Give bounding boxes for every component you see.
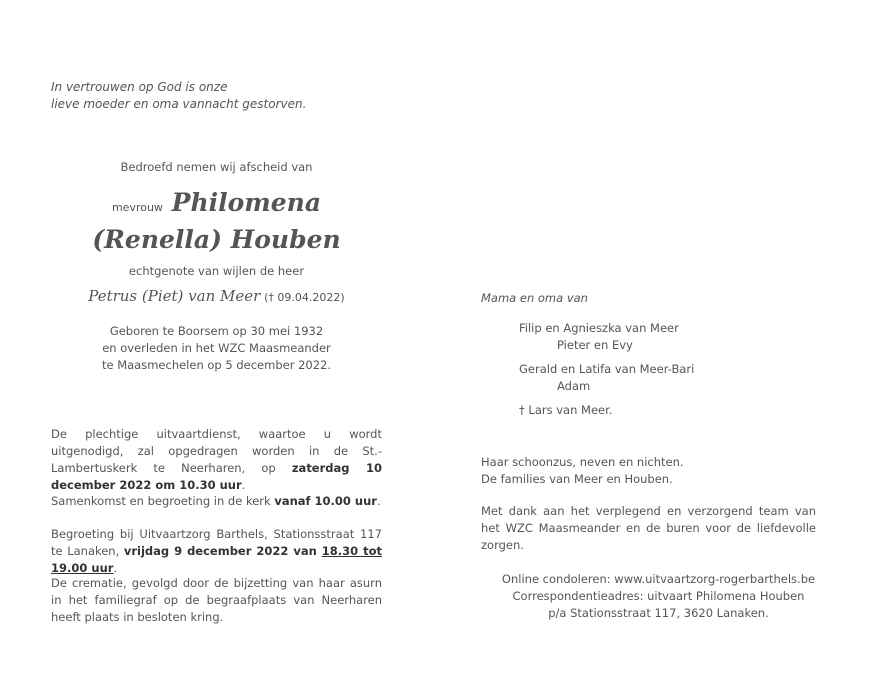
gathering-paragraph [51,493,382,510]
service-text: De plechtige uitvaartdienst, waartoe u wordt uitgenodigd, zal opgedragen worden in de St.-Lambertuskerk te Neerharen, op [51,427,382,475]
gathering-time: vanaf 10.00 uur [274,494,377,508]
deceased-name [50,187,383,256]
thanks-paragraph: Met dank aan het verplegend en verzorgend team van het WZC Maasmeander en de buren voor de liefdevolle zorgen. [481,504,816,552]
cremation-paragraph: De crematie, gevolgd door de bijzetting van haar asurn in het familiegraf op de begraafplaats van Neerharen heeft plaats in besloten kring. [51,576,382,624]
visitation-period: . [113,561,118,575]
birth-death-info [50,323,383,374]
first-name: Philomena [171,188,322,217]
spouse-date: († 09.04.2022) [264,291,345,304]
gathering-period: . [376,494,381,508]
birth-line-3: te Maasmechelen op 5 december 2022. [101,358,332,372]
family-heading: Mama en oma van [481,291,588,305]
intro-line-1: In vertrouwen op God is onze [51,80,228,94]
birth-line-1: Geboren te Boorsem op 30 mei 1932 [109,324,324,338]
name-line-1 [50,187,383,224]
child-3: † Lars van Meer. [519,403,613,417]
grandchild-1: Pieter en Evy [557,338,633,352]
title-prefix: mevrouw [111,201,163,214]
footer-line-2: Correspondentieadres: uitvaart Philomena Houben [512,589,805,603]
visitation-time: 18.30 tot 19.00 uur [51,544,382,575]
child-1: Filip en Agnieszka van Meer [519,321,679,335]
spouse-line [50,287,383,305]
relatives [481,454,816,488]
spouse-name: Petrus (Piet) van Meer [88,287,261,305]
announcement-lead: Bedroefd nemen wij afscheid van [120,160,313,174]
intro-text [51,79,351,113]
service-paragraph [51,426,382,494]
service-date: zaterdag 10 december 2022 om 10.30 uur [51,461,382,492]
birth-line-2: en overleden in het WZC Maasmeander [102,341,331,355]
child-2: Gerald en Latifa van Meer-Bari [519,362,695,376]
footer-line-1: Online condoleren: www.uitvaartzorg-rogerbarthels.be [501,572,816,586]
footer-line-3: p/a Stationsstraat 117, 3620 Lanaken. [548,606,769,620]
spouse-intro: echtgenote van wijlen de heer [128,264,305,278]
relatives-line-1: Haar schoonzus, neven en nichten. [481,455,684,469]
relatives-line-2: De families van Meer en Houben. [481,472,673,486]
visitation-date: vrijdag 9 december 2022 van [123,544,322,558]
visitation-text: Begroeting bij Uitvaartzorg Barthels, Stationsstraat 117 te Lanaken, [51,527,382,558]
grandchild-2: Adam [557,379,591,393]
service-period: . [241,478,246,492]
gathering-text: Samenkomst en begroeting in de kerk [51,494,275,508]
name-line-2: (Renella) Houben [92,225,341,254]
visitation-paragraph [51,526,382,577]
footer-contact [481,571,836,622]
intro-line-2: lieve moeder en oma vannacht gestorven. [51,97,307,111]
